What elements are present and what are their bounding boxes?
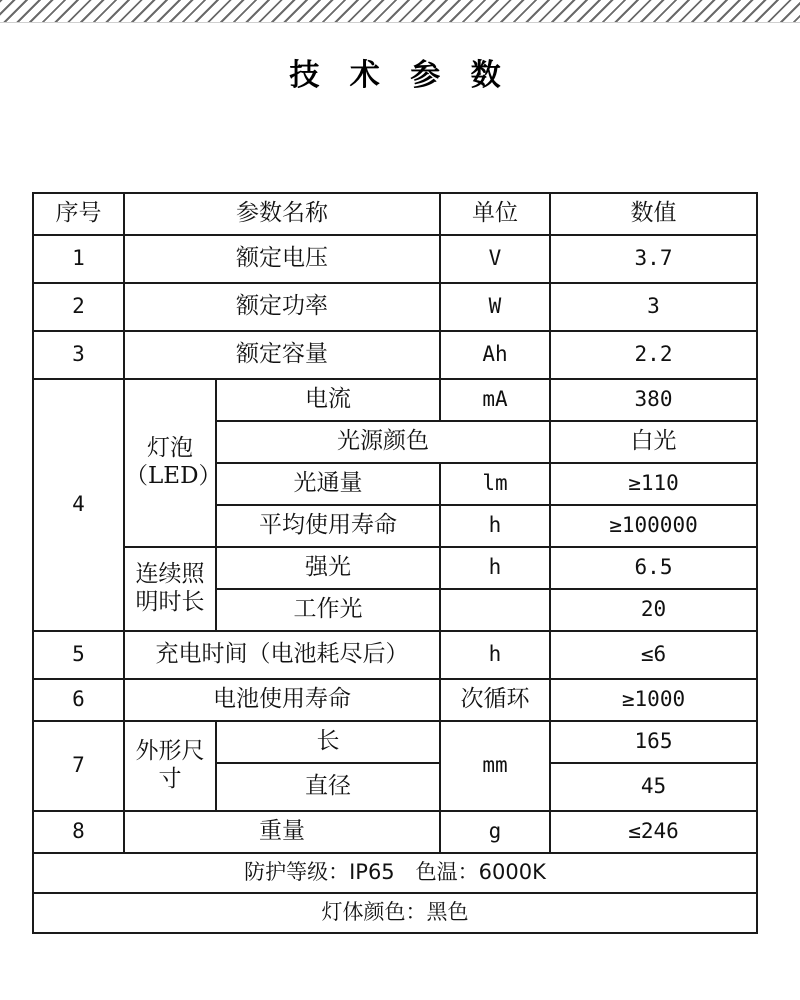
- runtime-group-label: [124, 547, 216, 631]
- table-row: [33, 283, 757, 331]
- row-param-name: 工作光: [216, 589, 440, 631]
- protection-and-color-temp: 防护等级：IP65 色温：6000K: [33, 853, 757, 893]
- row-param-name: 直径: [216, 763, 440, 811]
- dimensions-label-line2: 寸: [158, 766, 182, 792]
- row-seq: 2: [33, 283, 124, 331]
- row-param-name: 电池使用寿命: [124, 679, 440, 721]
- row-unit: h: [440, 547, 550, 589]
- dimensions-group-label: [124, 721, 216, 811]
- row-seq: 5: [33, 631, 124, 679]
- row-value: 165: [550, 721, 757, 763]
- row-param-name: 光源颜色: [216, 421, 550, 463]
- runtime-label-line2: 明时长: [135, 589, 205, 615]
- row-unit: V: [440, 235, 550, 283]
- row-value: 6.5: [550, 547, 757, 589]
- row-param-name: 平均使用寿命: [216, 505, 440, 547]
- row-value: 45: [550, 763, 757, 811]
- row-param-name: 额定电压: [124, 235, 440, 283]
- decorative-stripe-banner: [0, 0, 800, 23]
- row-seq: 4: [33, 379, 124, 631]
- table-row: [33, 721, 757, 763]
- row-unit: 次循环: [440, 679, 550, 721]
- row-param-name: 额定功率: [124, 283, 440, 331]
- row-value: ≤6: [550, 631, 757, 679]
- row-unit: g: [440, 811, 550, 853]
- table-row: [33, 547, 757, 589]
- row-seq: 1: [33, 235, 124, 283]
- footer-row: [33, 853, 757, 893]
- row-param-name: 额定容量: [124, 331, 440, 379]
- table-row: [33, 631, 757, 679]
- table-row: [33, 811, 757, 853]
- row-value: ≤246: [550, 811, 757, 853]
- row-unit: [440, 589, 550, 631]
- row-param-name: 光通量: [216, 463, 440, 505]
- row-value: ≥110: [550, 463, 757, 505]
- row-param-name: 充电时间（电池耗尽后）: [124, 631, 440, 679]
- table-row: [33, 379, 757, 421]
- row-seq: 6: [33, 679, 124, 721]
- bulb-group-label: [124, 379, 222, 547]
- row-unit: mm: [440, 721, 550, 811]
- header-value: 数值: [550, 193, 757, 235]
- row-param-name: 强光: [216, 547, 440, 589]
- row-seq: 3: [33, 331, 124, 379]
- body-color: 灯体颜色：黑色: [33, 893, 757, 933]
- row-unit: h: [440, 631, 550, 679]
- row-unit: h: [440, 505, 550, 547]
- dimensions-label-line1: 外形尺: [135, 738, 205, 765]
- page-title: 技 术 参 数: [289, 58, 511, 93]
- runtime-label-line1: 连续照: [135, 561, 205, 588]
- row-param-name: 重量: [124, 811, 440, 853]
- row-value: 3.7: [550, 235, 757, 283]
- table-row: [33, 679, 757, 721]
- row-value: ≥1000: [550, 679, 757, 721]
- row-seq: 8: [33, 811, 124, 853]
- row-unit: mA: [440, 379, 550, 421]
- bulb-label-line2: （LED）: [125, 463, 222, 489]
- row-value: 2.2: [550, 331, 757, 379]
- header-seq: 序号: [33, 193, 124, 235]
- header-param-name: 参数名称: [124, 193, 440, 235]
- footer-row: [33, 893, 757, 933]
- bulb-label-line1: 灯泡: [147, 435, 193, 462]
- row-unit: Ah: [440, 331, 550, 379]
- row-unit: lm: [440, 463, 550, 505]
- row-value: 20: [550, 589, 757, 631]
- row-param-name: 长: [216, 721, 440, 763]
- specs-table: [32, 192, 758, 934]
- row-seq: 7: [33, 721, 124, 811]
- table-row: [33, 235, 757, 283]
- row-value: 380: [550, 379, 757, 421]
- row-param-name: 电流: [216, 379, 440, 421]
- table-row: [33, 331, 757, 379]
- table-header-row: [33, 193, 757, 235]
- row-value: 3: [550, 283, 757, 331]
- row-value: 白光: [550, 421, 757, 463]
- row-unit: W: [440, 283, 550, 331]
- row-value: ≥100000: [550, 505, 757, 547]
- header-unit: 单位: [440, 193, 550, 235]
